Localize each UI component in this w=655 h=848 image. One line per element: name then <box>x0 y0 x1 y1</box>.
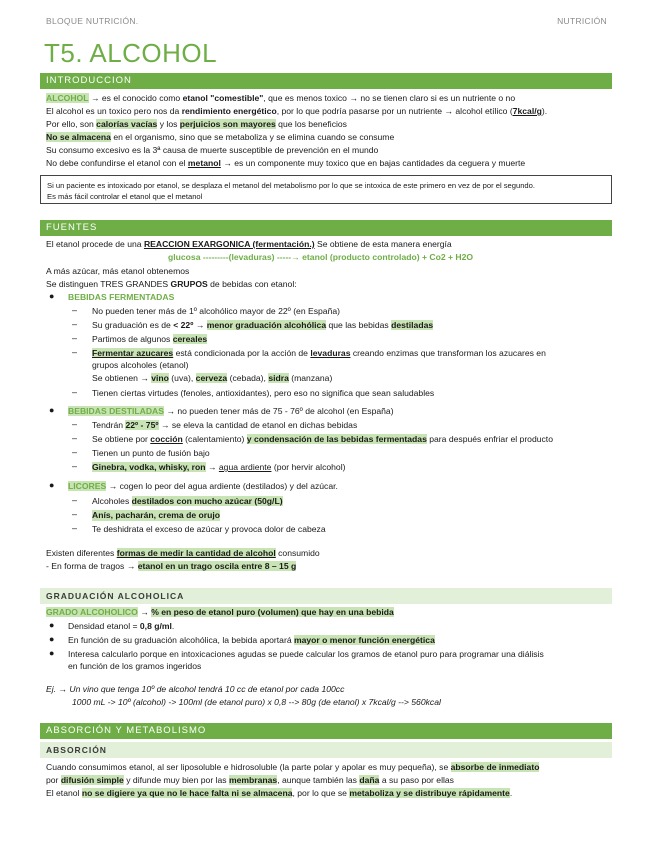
note-line-1: Si un paciente es intoxicado por etanol, se desplaza el metanol del metabolismo por lo que se intoxica de este primero en vez de por el segundo. <box>47 181 535 190</box>
graduacion-bullet-3: Interesa calcularlo porque en intoxicaciones agudas se puede calcular los gramos de etanol puro para programar una diálisis <box>68 649 544 659</box>
intro-line-3: Por ello, son calorías vacías y los perjuicios son mayores que los beneficios <box>46 119 347 129</box>
fermentadas-item-3: Partimos de algunos cereales <box>92 334 208 344</box>
header-left: BLOQUE NUTRICIÓN. <box>46 16 139 26</box>
dash-icon: – <box>72 523 78 533</box>
bullet-icon: ● <box>49 634 55 644</box>
licores-item-2: Anís, pacharán, crema de orujo <box>92 510 220 520</box>
intro-line-1: ALCOHOL → es el conocido como etanol "comestible", que es menos toxico → no se tienen claro si es un nutriente o no <box>46 93 516 103</box>
intro-line-5: Su consumo excesivo es la 3ª causa de muerte susceptible de prevención en el mundo <box>46 145 379 155</box>
fuentes-line-2: A más azúcar, más etanol obtenemos <box>46 266 190 276</box>
bullet-icon: ● <box>49 648 55 658</box>
section-absorcion-metabolismo-header: ABSORCIÓN Y METABOLISMO <box>40 723 612 739</box>
section-graduacion-header: GRADUACIÓN ALCOHOLICA <box>40 588 612 604</box>
fermentadas-title: BEBIDAS FERMENTADAS <box>68 292 175 302</box>
fermentadas-item-4-products: Se obtienen → vino (uva), cerveza (cebada), sidra (manzana) <box>92 373 333 383</box>
dash-icon: – <box>72 419 78 429</box>
destiladas-item-3: Tienen un punto de fusión bajo <box>92 448 210 458</box>
bullet-icon: ● <box>49 405 55 415</box>
destiladas-item-2: Se obtiene por cocción (calentamiento) y condensación de las bebidas fermentadas para después enfriar el producto <box>92 434 553 444</box>
absorcion-line-2: por difusión simple y difunde muy bien por las membranas, aunque también las daña a su paso por ellas <box>46 775 454 785</box>
licores-item-1: Alcoholes destilados con mucho azúcar (50g/L) <box>92 496 283 506</box>
licores-title: LICORES → cogen lo peor del agua ardiente (destilados) y del azúcar. <box>68 481 338 491</box>
dash-icon: – <box>72 447 78 457</box>
intro-line-2: El alcohol es un toxico pero nos da rendimiento energético, por lo que podría pasarse por un nutriente → alcohol etílico (7kcal/g). <box>46 106 548 116</box>
dash-icon: – <box>72 319 78 329</box>
graduacion-bullet-2: En función de su graduación alcohólica, la bebida aportará mayor o menor función energética <box>68 635 435 645</box>
intro-line-4: No se almacena en el organismo, sino que se metaboliza y se elimina cuando se consume <box>46 132 395 142</box>
graduacion-bullet-3-cont: en función de los gramos ingeridos <box>68 661 202 671</box>
fermentadas-item-5: Tienen ciertas virtudes (fenoles, antioxidantes), pero eso no significa que sean saludables <box>92 388 435 398</box>
graduacion-bullet-1: Densidad etanol = 0,8 g/ml. <box>68 621 175 631</box>
absorcion-line-3: El etanol no se digiere ya que no le hace falta ni se almacena, por lo que se metaboliza y se distribuye rápidamente. <box>46 788 513 798</box>
section-absorcion-header: ABSORCIÓN <box>40 742 612 758</box>
dash-icon: – <box>72 305 78 315</box>
graduacion-line-1: GRADO ALCOHOLICO → % en peso de etanol puro (volumen) que hay en una bebida <box>46 607 394 617</box>
absorcion-line-1: Cuando consumimos etanol, al ser liposoluble e hidrosoluble (la parte polar y apolar es muy pequeña), se absorbe de inmediato <box>46 762 540 772</box>
dash-icon: – <box>72 387 78 397</box>
medir-line-1: Existen diferentes formas de medir la cantidad de alcohol consumido <box>46 548 320 558</box>
section-fuentes-header: FUENTES <box>40 220 612 236</box>
licores-item-3: Te deshidrata el exceso de azúcar y provoca dolor de cabeza <box>92 524 326 534</box>
page-title: T5. ALCOHOL <box>44 38 218 68</box>
dash-icon: – <box>72 433 78 443</box>
fuentes-line-3: Se distinguen TRES GRANDES GRUPOS de bebidas con etanol: <box>46 279 297 289</box>
fermentadas-item-4-cont: grupos alcoholes (etanol) <box>92 360 189 370</box>
bullet-icon: ● <box>49 620 55 630</box>
dash-icon: – <box>72 333 78 343</box>
fermentadas-item-1: No pueden tener más de 1º alcohólico mayor de 22º (en España) <box>92 306 341 316</box>
medir-line-2: - En forma de tragos → etanol en un trago oscila entre 8 – 15 g <box>46 561 297 571</box>
dash-icon: – <box>72 495 78 505</box>
example-line-2: 1000 mL -> 10º (alcohol) -> 100ml (de etanol puro) x 0,8 --> 80g (de etanol) x 7kcal/g --> 560kcal <box>72 697 441 707</box>
bullet-icon: ● <box>49 291 55 301</box>
fuentes-line-1: El etanol procede de una REACCION EXARGONICA (fermentación.) Se obtiene de esta manera energía <box>46 239 452 249</box>
intro-line-6: No debe confundirse el etanol con el metanol → es un componente muy toxico que en bajas cantidades da ceguera y muerte <box>46 158 526 168</box>
fermentation-formula: glucosa ---------(levaduras) -----→ etanol (producto controlado) + Co2 + H2O <box>168 252 474 262</box>
note-line-2: Es más fácil controlar el etanol que el metanol <box>47 192 203 201</box>
example-line-1: Ej. → Un vino que tenga 10º de alcohol tendrá 10 cc de etanol por cada 100cc <box>46 684 345 694</box>
bullet-icon: ● <box>49 480 55 490</box>
destiladas-item-1: Tendrán 22º - 75º → se eleva la cantidad de etanol en dichas bebidas <box>92 420 358 430</box>
fermentadas-item-2: Su graduación es de < 22º → menor graduación alcohólica que las bebidas destiladas <box>92 320 434 330</box>
dash-icon: – <box>72 347 78 357</box>
destiladas-item-4: Ginebra, vodka, whisky, ron → agua ardiente (por hervir alcohol) <box>92 462 346 472</box>
dash-icon: – <box>72 509 78 519</box>
note-box <box>40 175 612 204</box>
destiladas-title: BEBIDAS DESTILADAS → no pueden tener más de 75 - 76º de alcohol (en España) <box>68 406 394 416</box>
section-intro-header: INTRODUCCION <box>40 73 612 89</box>
dash-icon: – <box>72 461 78 471</box>
fermentadas-item-4: Fermentar azucares está condicionada por la acción de levaduras creando enzimas que transforman los azucares en <box>92 348 546 358</box>
header-right: NUTRICIÓN <box>557 16 607 26</box>
